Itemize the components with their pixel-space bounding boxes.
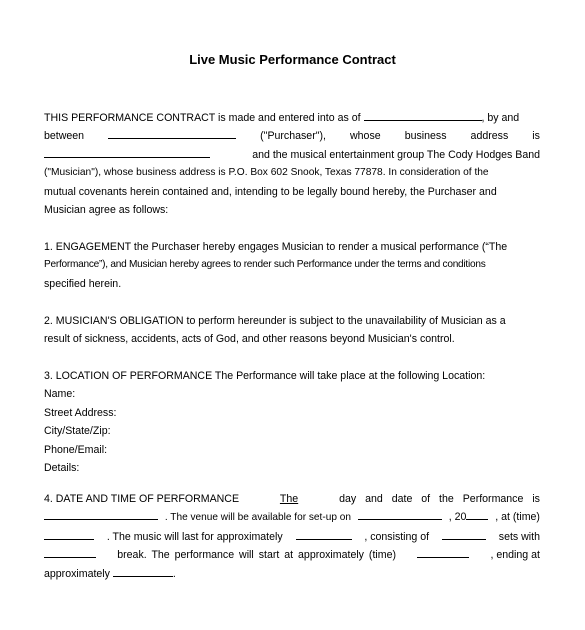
datetime-line-4	[44, 546, 540, 564]
datetime-text: , at (time)	[495, 511, 540, 524]
intro-text: THIS PERFORMANCE CONTRACT is made and entered into as of	[44, 112, 361, 124]
intro-paragraph	[44, 109, 540, 219]
break-blank[interactable]	[44, 546, 96, 558]
datetime-line-2	[44, 508, 540, 527]
datetime-text: The	[279, 493, 299, 505]
datetime-text: day and date of the Performance is	[339, 493, 540, 505]
datetime-line-5	[44, 565, 540, 583]
location-field-details: Details:	[44, 462, 80, 475]
datetime-text: , ending at	[490, 549, 540, 562]
datetime-heading: 4. DATE AND TIME OF PERFORMANCE	[44, 493, 240, 505]
setup-date-blank[interactable]	[358, 508, 442, 520]
purchaser-blank[interactable]	[108, 127, 236, 139]
intro-text: between	[44, 130, 85, 143]
address-blank[interactable]	[44, 146, 210, 158]
engagement-line-2: Performance”), and Musician hereby agrees to render such Performance under the terms and conditions	[44, 259, 486, 271]
date-blank[interactable]	[364, 109, 482, 121]
datetime-text: . The venue will be available for set-up on	[164, 512, 351, 524]
intro-text: ("Purchaser"),	[260, 130, 326, 143]
intro-line-1	[44, 109, 540, 127]
engagement-section	[44, 238, 540, 293]
intro-text: business	[404, 130, 447, 143]
start-time-blank[interactable]	[417, 546, 469, 558]
datetime-section	[44, 490, 540, 583]
datetime-text: break. The performance will start at approximately (time)	[117, 549, 396, 562]
obligation-line-2: result of sickness, accidents, acts of God, and other reasons beyond Musician's control.	[44, 333, 455, 346]
location-field-city: City/State/Zip:	[44, 425, 111, 438]
end-time-blank[interactable]	[113, 565, 173, 577]
datetime-text: .	[172, 567, 176, 580]
intro-text: address	[470, 130, 509, 143]
location-field-street: Street Address:	[44, 406, 117, 419]
location-field-name: Name:	[44, 388, 76, 401]
datetime-text: , consisting of	[364, 530, 430, 543]
sets-blank[interactable]	[442, 528, 486, 540]
location-field-phone: Phone/Email:	[44, 443, 108, 456]
intro-text: and the musical entertainment group The Cody Hodges Band	[252, 148, 540, 161]
duration-blank[interactable]	[296, 528, 352, 540]
intro-text: is	[532, 130, 540, 143]
year-group	[449, 508, 489, 526]
setup-time-blank[interactable]	[44, 528, 94, 540]
intro-line-3	[44, 146, 540, 164]
year-blank[interactable]	[466, 508, 488, 520]
intro-text: whose	[350, 130, 381, 143]
engagement-line-1: 1. ENGAGEMENT the Purchaser hereby engages Musician to render a musical performance (“The	[44, 241, 508, 253]
intro-line-4: ("Musician"), whose business address is P.O. Box 602 Snook, Texas 77878. In consideration of the	[44, 167, 489, 179]
datetime-line-1	[44, 490, 540, 508]
datetime-text: approximately	[44, 567, 110, 580]
obligation-section	[44, 312, 540, 349]
datetime-line-3	[44, 528, 540, 546]
intro-line-2	[44, 127, 540, 145]
obligation-line-1: 2. MUSICIAN'S OBLIGATION to perform hereunder is subject to the unavailability of Musician as a	[44, 315, 506, 327]
datetime-text: , 20	[448, 511, 467, 524]
intro-line-6: Musician agree as follows:	[44, 204, 169, 217]
datetime-text: . The music will last for approximately	[106, 530, 283, 543]
engagement-line-3: specified herein.	[44, 277, 122, 290]
location-section	[44, 367, 540, 477]
intro-text: , by and	[481, 112, 520, 124]
datetime-text: sets with	[498, 530, 540, 543]
performance-date-blank[interactable]	[44, 508, 158, 520]
location-heading: 3. LOCATION OF PERFORMANCE The Performance will take place at the following Location:	[44, 370, 486, 382]
page-title: Live Music Performance Contract	[189, 52, 396, 67]
intro-line-5: mutual covenants herein contained and, intending to be legally bound hereby, the Purchaser and	[44, 185, 497, 198]
